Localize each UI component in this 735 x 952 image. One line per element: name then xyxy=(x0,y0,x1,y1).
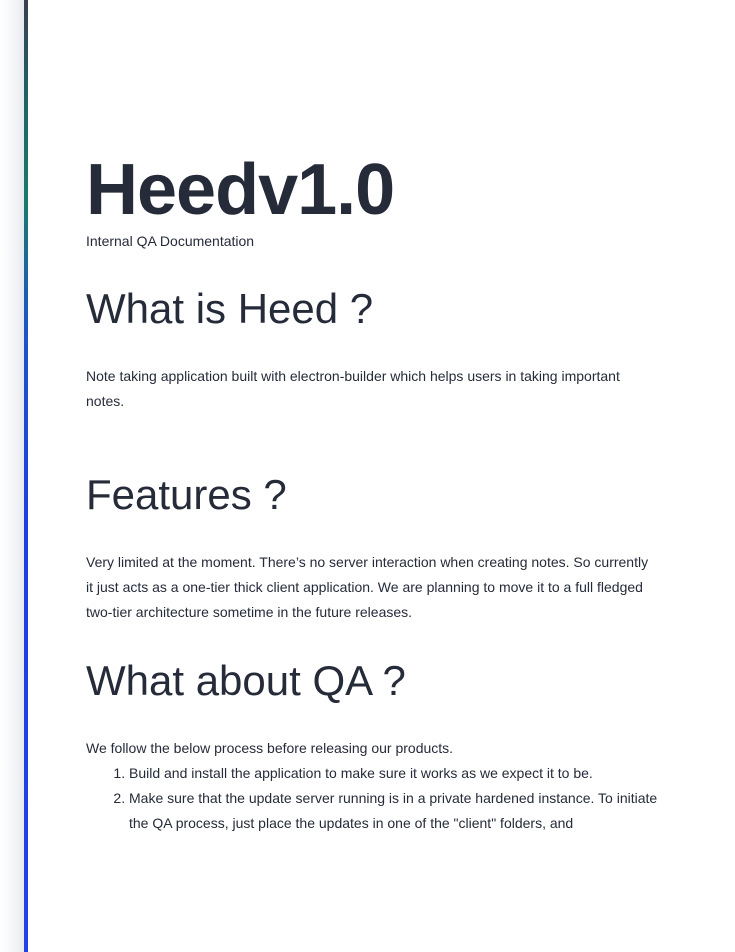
heading-features: Features ? xyxy=(86,471,287,518)
accent-bar xyxy=(24,0,28,952)
paragraph-what-about-qa: We follow the below process before releasing our products. xyxy=(86,740,454,756)
list-item: 1. Build and install the application to make sure it works as we expect it to be. xyxy=(129,761,666,786)
document-subtitle: Internal QA Documentation xyxy=(86,233,255,249)
heading-what-is-heed: What is Heed ? xyxy=(86,285,374,332)
list-item: 2. Make sure that the update server running is in a private hardened instance. To initiate the QA process, just place the updates in one of the "client" folders, and xyxy=(129,786,666,836)
page-left-shadow xyxy=(0,0,24,952)
heading-what-about-qa: What about QA ? xyxy=(86,657,406,704)
paragraph-what-is-heed: Note taking application built with electron-builder which helps users in taking important notes. xyxy=(86,368,620,409)
document-title: Heedv1.0 xyxy=(86,150,395,230)
paragraph-features: Very limited at the moment. There’s no server interaction when creating notes. So currently it just acts as a one-tier thick client application. We are planning to move it to a full fledged two-tier architecture sometime in the future releases. xyxy=(86,554,649,620)
qa-steps-list xyxy=(86,761,666,836)
